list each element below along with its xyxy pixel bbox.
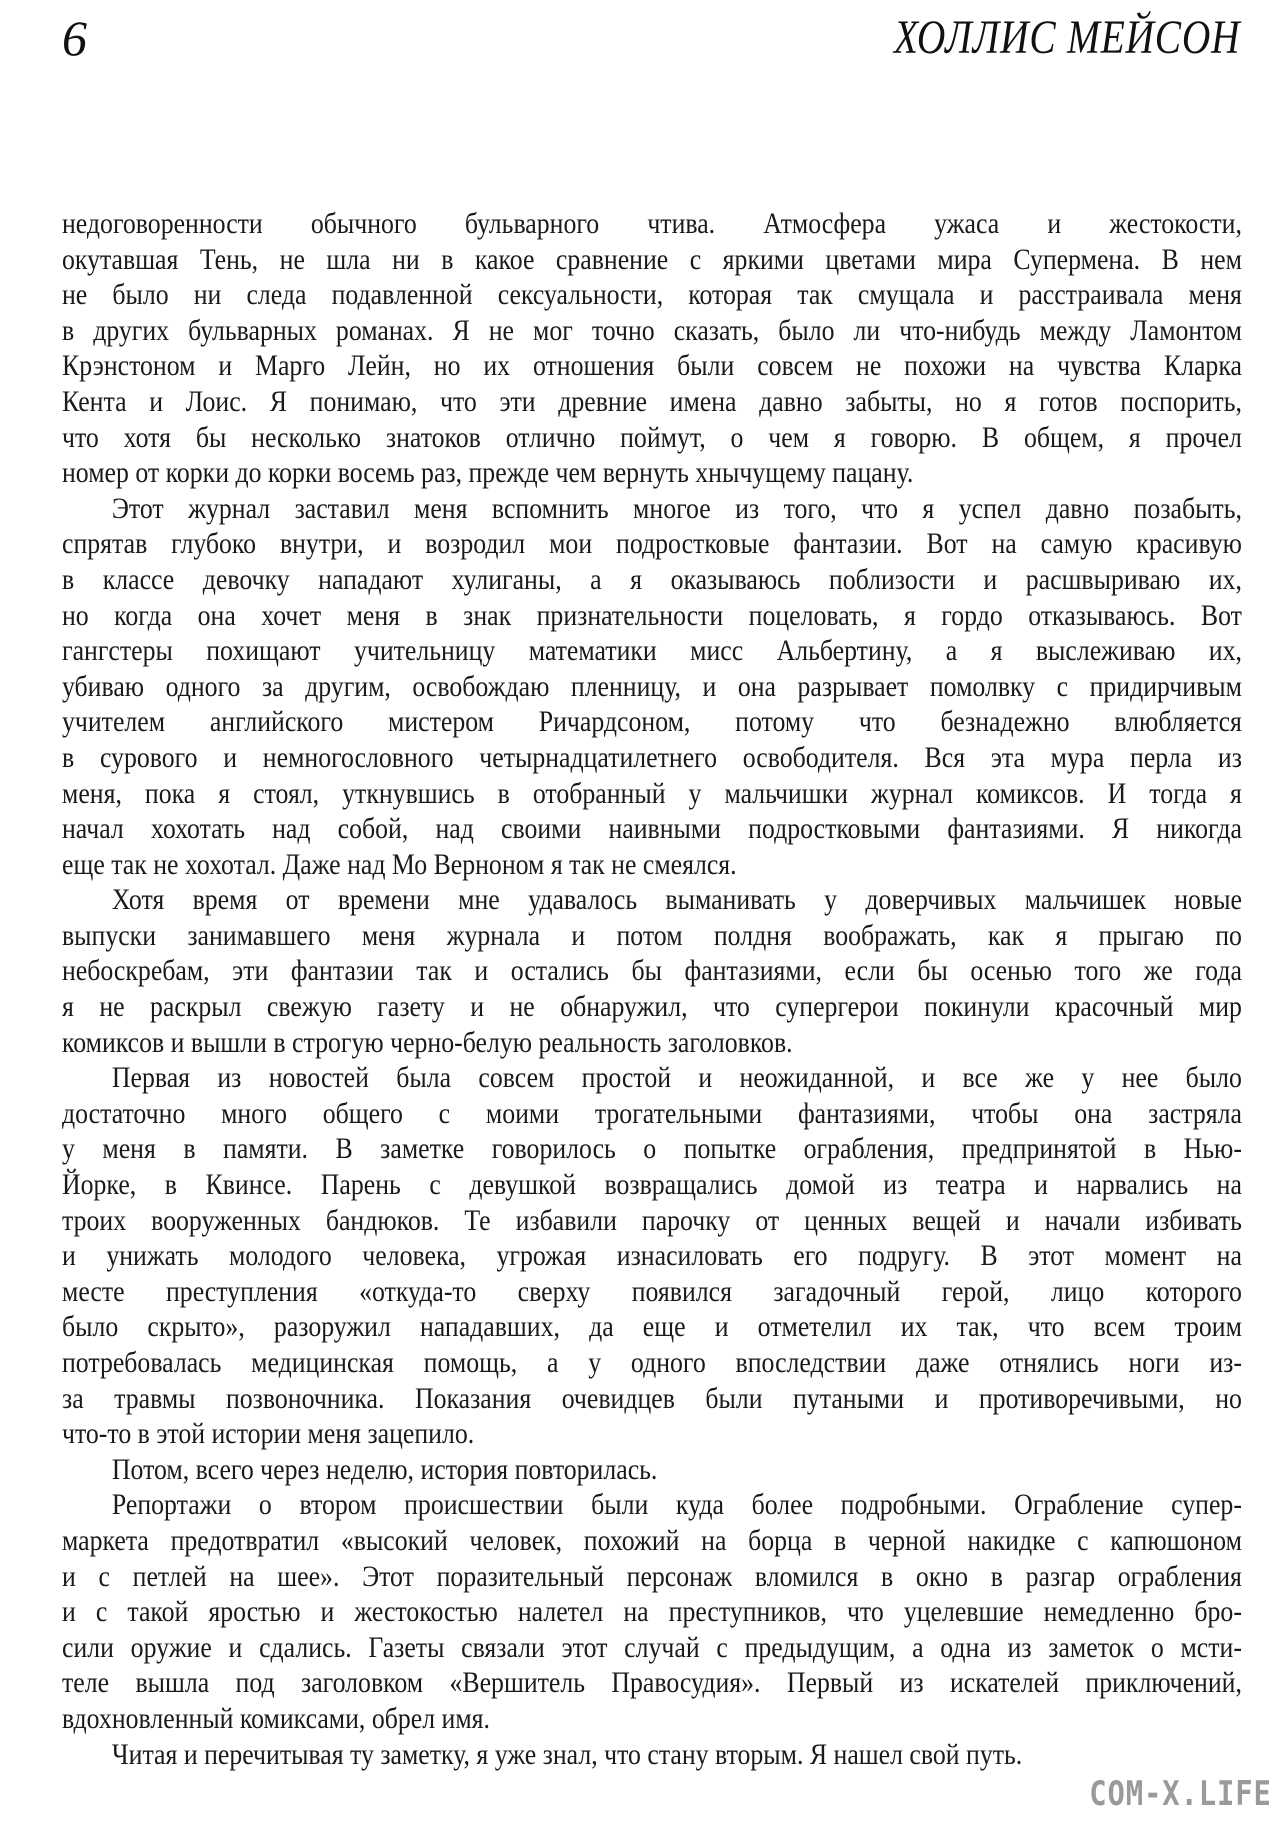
- text-line: что-то в этой истории меня зацепило.: [62, 1417, 475, 1451]
- text-line: месте преступления «откуда-то сверху появился загадочный герой, лицо которого: [62, 1274, 1242, 1308]
- text-line: в других бульварных романах. Я не мог точно сказать, было ли что-нибудь между Ламонтом: [62, 313, 1242, 347]
- paragraph: [62, 1452, 1242, 1488]
- text-line: недоговоренности обычного бульварного чтива. Атмосфера ужаса и жестокости,: [62, 207, 1242, 240]
- text-line: у меня в памяти. В заметке говорилось о попытке ограбления, предпринятой в Нью-: [62, 1132, 1242, 1166]
- text-line: и унижать молодого человека, угрожая изнасиловать его подругу. В этот момент на: [62, 1239, 1242, 1273]
- paragraph: [62, 1487, 1242, 1736]
- text-line: Читая и перечитывая ту заметку, я уже знал, что стану вторым. Я нашел свой путь.: [111, 1737, 1023, 1771]
- paragraph: [62, 1060, 1242, 1452]
- body-text: [62, 206, 1242, 1772]
- text-line: Крэнстоном и Марго Лейн, но их отношения были совсем не похожи на чувства Кларка: [62, 349, 1242, 383]
- text-line: Этот журнал заставил меня вспомнить многое из того, что я успел давно позабыть,: [111, 491, 1242, 525]
- text-line: но когда она хочет меня в знак признательности поцеловать, я гордо отказываюсь. Вот: [62, 598, 1242, 632]
- text-line: что хотя бы несколько знатоков отлично поймут, о чем я говорю. В общем, я прочел: [62, 420, 1242, 454]
- text-line: номер от корки до корки восемь раз, прежде чем вернуть хнычущему пацану.: [62, 456, 914, 490]
- text-line: Кента и Лоис. Я понимаю, что эти древние имена давно забыты, но я готов поспорить,: [62, 384, 1242, 418]
- text-line: было скрыто», разоружил нападавших, да еще и отметелил их так, что всем троим: [62, 1310, 1242, 1344]
- text-line: Хотя время от времени мне удавалось выманивать у доверчивых мальчишек новые: [111, 883, 1242, 917]
- text-line: Йорке, в Квинсе. Парень с девушкой возвращались домой из театра и нарвались на: [62, 1168, 1242, 1202]
- text-line: маркета предотвратил «высокий человек, похожий на борца в черной накидке с капюшоном: [62, 1523, 1242, 1557]
- text-line: спрятав глубоко внутри, и возродил мои подростковые фантазии. Вот на самую красивую: [62, 527, 1242, 561]
- page-number: 6: [62, 10, 87, 66]
- text-line: в классе девочку нападают хулиганы, а я оказываюсь поблизости и расшвыриваю их,: [62, 562, 1242, 596]
- text-line: учителем английского мистером Ричардсоном, потому что безнадежно влюбляется: [62, 705, 1242, 739]
- text-line: теле вышла под заголовком «Вершитель Правосудия». Первый из искателей приключений,: [62, 1666, 1242, 1700]
- text-line: троих вооруженных бандюков. Те избавили парочку от ценных вещей и начали избивать: [62, 1203, 1242, 1237]
- text-line: Репортажи о втором происшествии были куда более подробными. Ограбление супер-: [111, 1488, 1242, 1522]
- text-line: вдохновленный комиксами, обрел имя.: [62, 1701, 490, 1735]
- text-line: Потом, всего через неделю, история повторилась.: [111, 1452, 658, 1486]
- text-line: я не раскрыл свежую газету и не обнаружил, что супергерои покинули красочный мир: [62, 990, 1242, 1024]
- text-line: не было ни следа подавленной сексуальности, которая так смущала и расстраивала меня: [62, 278, 1242, 312]
- text-line: выпуски занимавшего меня журнала и потом полдня воображать, как я прыгаю по: [62, 918, 1242, 952]
- text-line: комиксов и вышли в строгую черно-белую реальность заголовков.: [62, 1025, 793, 1059]
- running-head-author: ХОЛЛИС МЕЙСОН: [893, 11, 1240, 64]
- paragraph: [62, 206, 1242, 491]
- text-line: и с петлей на шее». Этот поразительный персонаж вломился в окно в разгар ограбления: [62, 1559, 1242, 1593]
- text-line: достаточно много общего с моими трогательными фантазиями, чтобы она застряла: [62, 1096, 1242, 1130]
- text-line: за травмы позвоночника. Показания очевидцев были путаными и противоречивыми, но: [62, 1381, 1242, 1415]
- text-line: еще так не хохотал. Даже над Мо Верноном я так не смеялся.: [62, 847, 737, 881]
- text-line: в сурового и немногословного четырнадцатилетнего освободителя. Вся эта мура перла из: [62, 740, 1242, 774]
- text-line: меня, пока я стоял, уткнувшись в отобранный у мальчишки журнал комиксов. И тогда я: [62, 776, 1242, 810]
- paragraph: [62, 882, 1242, 1060]
- paragraph: [62, 491, 1242, 883]
- text-line: убиваю одного за другим, освобождаю пленницу, и она разрывает помолвку с придирчивым: [62, 669, 1242, 703]
- watermark: COM-X.LIFE: [1089, 1774, 1272, 1814]
- text-line: гангстеры похищают учительницу математики мисс Альбертину, а я выслеживаю их,: [62, 634, 1242, 668]
- text-line: окутавшая Тень, не шла ни в какое сравнение с яркими цветами мира Супермена. В нем: [62, 242, 1242, 276]
- text-line: и с такой яростью и жестокостью налетел на преступников, что уцелевшие немедленно бро-: [62, 1595, 1242, 1629]
- text-line: начал хохотать над собой, над своими наивными подростковыми фантазиями. Я никогда: [62, 812, 1242, 846]
- text-line: Первая из новостей была совсем простой и неожиданной, и все же у нее было: [111, 1061, 1242, 1095]
- text-line: сили оружие и сдались. Газеты связали этот случай с предыдущим, а одна из заметок о мсти-: [62, 1630, 1242, 1664]
- paragraph: [62, 1737, 1242, 1773]
- text-line: потребовалась медицинская помощь, а у одного впоследствии даже отнялись ноги из-: [62, 1346, 1242, 1379]
- text-line: небоскребам, эти фантазии так и остались бы фантазиями, если бы осенью того же года: [62, 954, 1242, 988]
